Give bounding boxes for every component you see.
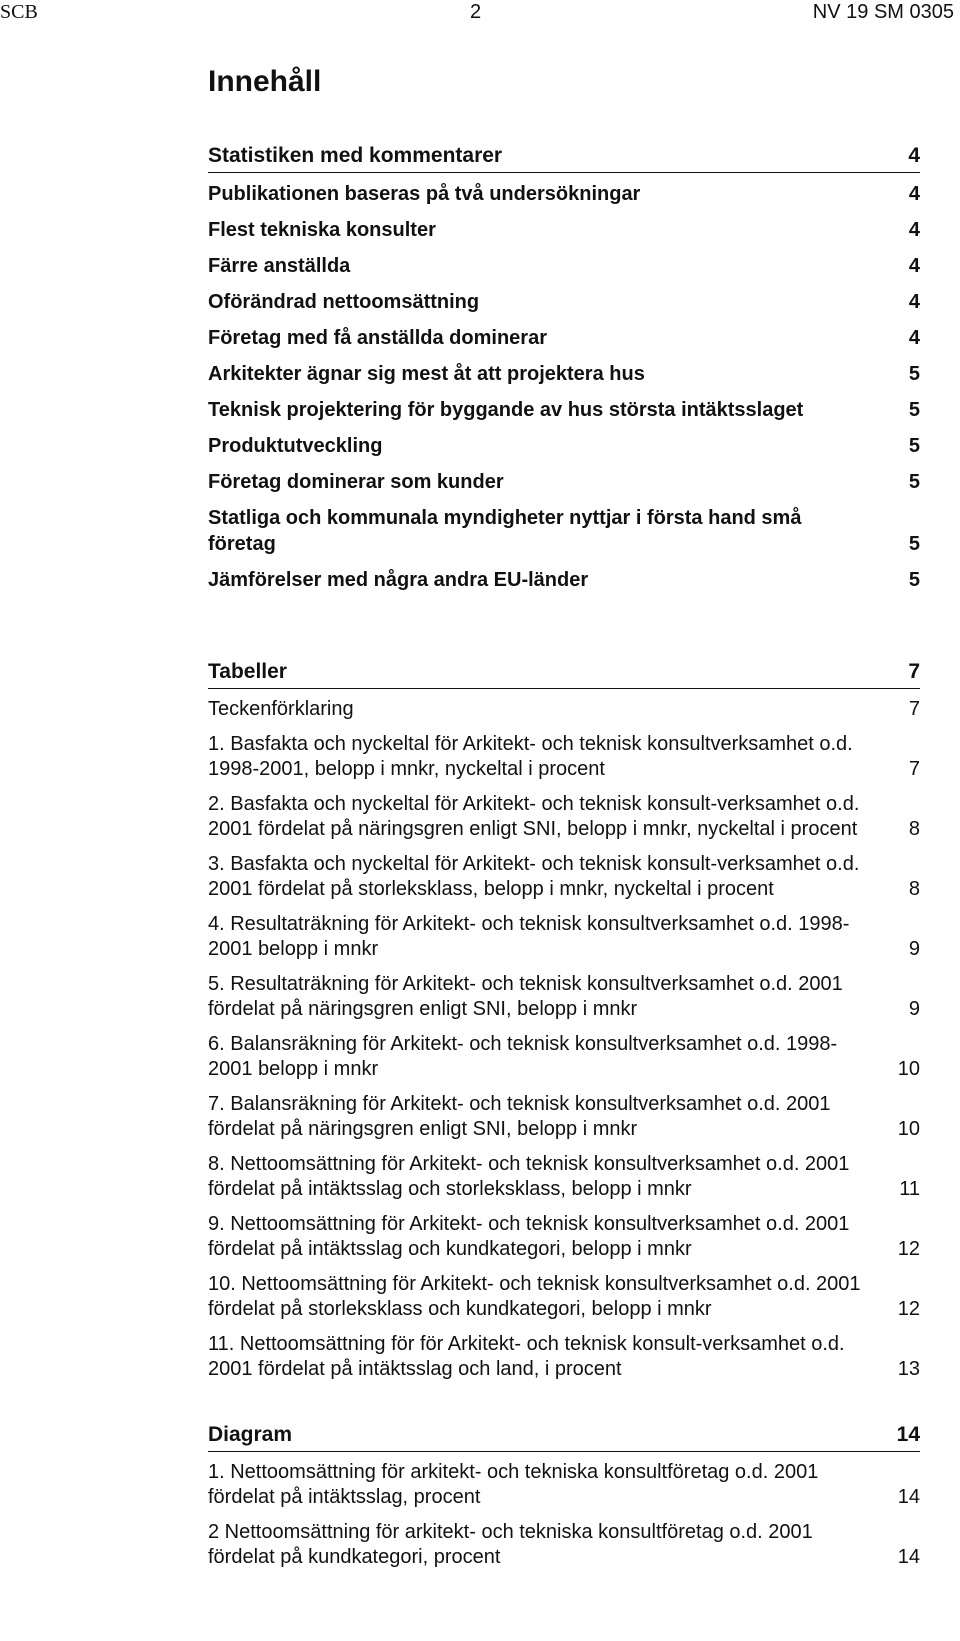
toc-entry [208, 1092, 920, 1142]
toc-entry-title: 9. Nettoomsättning för Arkitekt- och teknisk konsultverksamhet o.d. 2001 fördelat på intäktsslag och kundkategori, belopp i mnkr [208, 1213, 850, 1260]
section-heading-text: Statistiken med kommentarer [208, 144, 503, 167]
toc-entry-page: 14 [897, 1546, 920, 1568]
toc-entry-page: 12 [897, 1298, 920, 1320]
toc-entry-page: 4 [908, 291, 920, 313]
toc-entries [208, 1460, 920, 1570]
toc-entry-title: 4. Resultaträkning för Arkitekt- och teknisk konsultverksamhet o.d. 1998-2001 belopp i mnkr [208, 913, 850, 960]
toc-entry [208, 1332, 920, 1382]
toc-entry-page: 5 [908, 471, 920, 493]
toc-entry-title: Publikationen baseras på två undersökningar [208, 183, 641, 205]
toc-entry [208, 1152, 920, 1202]
toc-entry-title: Produktutveckling [208, 435, 383, 457]
toc-entry-page: 5 [908, 533, 920, 555]
toc-entry-title: Oförändrad nettoomsättning [208, 291, 480, 313]
toc-entry-page: 5 [908, 399, 920, 421]
header-page-number: 2 [470, 1, 482, 23]
page-title: Innehåll [208, 65, 322, 98]
header-publication-id: NV 19 SM 0305 [812, 1, 954, 23]
toc-entry-page: 4 [908, 327, 920, 349]
toc-entry-title: 8. Nettoomsättning för Arkitekt- och teknisk konsultverksamhet o.d. 2001 fördelat på intäktsslag och storleksklass, belopp i mnkr [208, 1153, 850, 1200]
section-heading-text: Diagram [208, 1423, 293, 1446]
header-org: SCB [0, 1, 38, 23]
toc-entry-page: 9 [908, 998, 920, 1020]
toc-entry-title: Färre anställda [208, 255, 351, 277]
toc-entry-title: 6. Balansräkning för Arkitekt- och teknisk konsultverksamhet o.d. 1998-2001 belopp i mnkr [208, 1033, 838, 1080]
toc-entry-page: 11 [899, 1178, 920, 1200]
toc-entry [208, 361, 920, 387]
toc-entry [208, 912, 920, 962]
toc-entry-page: 12 [897, 1238, 920, 1260]
toc-entry-title: 10. Nettoomsättning för Arkitekt- och teknisk konsultverksamhet o.d. 2001 fördelat på storleksklass och kundkategori, belopp i mnkr [208, 1273, 861, 1320]
toc-entry-title: Arkitekter ägnar sig mest åt att projektera hus [208, 363, 645, 385]
toc-entry-title: 1. Nettoomsättning för arkitekt- och tekniska konsultföretag o.d. 2001 fördelat på intäktsslag, procent [208, 1461, 819, 1508]
section-heading-page: 14 [896, 1423, 920, 1446]
toc-entry-title: 7. Balansräkning för Arkitekt- och teknisk konsultverksamhet o.d. 2001 fördelat på näringsgren enligt SNI, belopp i mnkr [208, 1093, 831, 1140]
toc-section-statistik [208, 142, 920, 603]
toc-entry-page: 7 [908, 758, 920, 780]
toc-entry-page: 5 [908, 569, 920, 591]
toc-entry [208, 505, 920, 557]
toc-entry-title: 2 Nettoomsättning för arkitekt- och tekniska konsultföretag o.d. 2001 fördelat på kundkategori, procent [208, 1521, 813, 1568]
section-heading [208, 142, 920, 173]
toc-entry-title: Företag dominerar som kunder [208, 471, 504, 493]
section-heading-page: 7 [908, 660, 920, 683]
toc-entry [208, 697, 920, 722]
toc-entry [208, 792, 920, 842]
toc-entry [208, 972, 920, 1022]
toc-entry [208, 567, 920, 593]
section-heading [208, 1421, 920, 1452]
toc-entry [208, 181, 920, 207]
toc-entry [208, 1272, 920, 1322]
toc-entries [208, 697, 920, 1382]
toc-section-diagram [208, 1421, 920, 1580]
toc-entry [208, 1520, 920, 1570]
toc-entry-title: 3. Basfakta och nyckeltal för Arkitekt- och teknisk konsult-verksamhet o.d. 2001 fördelat på storleksklass, belopp i mnkr, nyckeltal i procent [208, 853, 860, 900]
toc-entry [208, 1212, 920, 1262]
toc-entry-page: 9 [908, 938, 920, 960]
toc-entry-title: Statliga och kommunala myndigheter nyttjar i första hand små företag [208, 507, 802, 555]
toc-entry [208, 397, 920, 423]
toc-entry [208, 469, 920, 495]
toc-entries [208, 181, 920, 593]
section-heading-page: 4 [908, 144, 920, 167]
toc-entry-page: 5 [908, 435, 920, 457]
toc-entry-page: 13 [897, 1358, 920, 1380]
toc-entry-page: 8 [908, 818, 920, 840]
toc-section-tabeller [208, 658, 920, 1392]
toc-entry [208, 289, 920, 315]
toc-entry [208, 325, 920, 351]
toc-entry-title: Flest tekniska konsulter [208, 219, 436, 241]
toc-entry-title: Teckenförklaring [208, 698, 354, 720]
toc-entry-title: Jämförelser med några andra EU-länder [208, 569, 589, 591]
toc-entry-title: Företag med få anställda dominerar [208, 327, 547, 349]
toc-entry-page: 10 [897, 1058, 920, 1080]
toc-entry [208, 852, 920, 902]
toc-entry [208, 1460, 920, 1510]
toc-entry-title: 5. Resultaträkning för Arkitekt- och teknisk konsultverksamhet o.d. 2001 fördelat på näringsgren enligt SNI, belopp i mnkr [208, 973, 843, 1020]
toc-entry-page: 4 [908, 255, 920, 277]
toc-entry-page: 8 [908, 878, 920, 900]
toc-entry-page: 5 [908, 363, 920, 385]
toc-entry [208, 253, 920, 279]
toc-entry-title: Teknisk projektering för byggande av hus största intäktsslaget [208, 399, 804, 421]
toc-entry [208, 1032, 920, 1082]
toc-entry-page: 7 [908, 698, 920, 720]
toc-entry-title: 2. Basfakta och nyckeltal för Arkitekt- och teknisk konsult-verksamhet o.d. 2001 fördelat på näringsgren enligt SNI, belopp i mnkr, nyckeltal i procent [208, 793, 860, 840]
section-heading [208, 658, 920, 689]
section-heading-text: Tabeller [208, 660, 287, 683]
toc-entry-title: 11. Nettoomsättning för för Arkitekt- och teknisk konsult-verksamhet o.d. 2001 fördelat på intäktsslag och land, i procent [208, 1333, 845, 1380]
toc-entry-title: 1. Basfakta och nyckeltal för Arkitekt- och teknisk konsultverksamhet o.d. 1998-2001, belopp i mnkr, nyckeltal i procent [208, 733, 853, 780]
toc-entry [208, 217, 920, 243]
toc-entry [208, 732, 920, 782]
toc-entry [208, 433, 920, 459]
toc-entry-page: 14 [897, 1486, 920, 1508]
toc-entry-page: 4 [908, 183, 920, 205]
toc-entry-page: 10 [897, 1118, 920, 1140]
toc-entry-page: 4 [908, 219, 920, 241]
